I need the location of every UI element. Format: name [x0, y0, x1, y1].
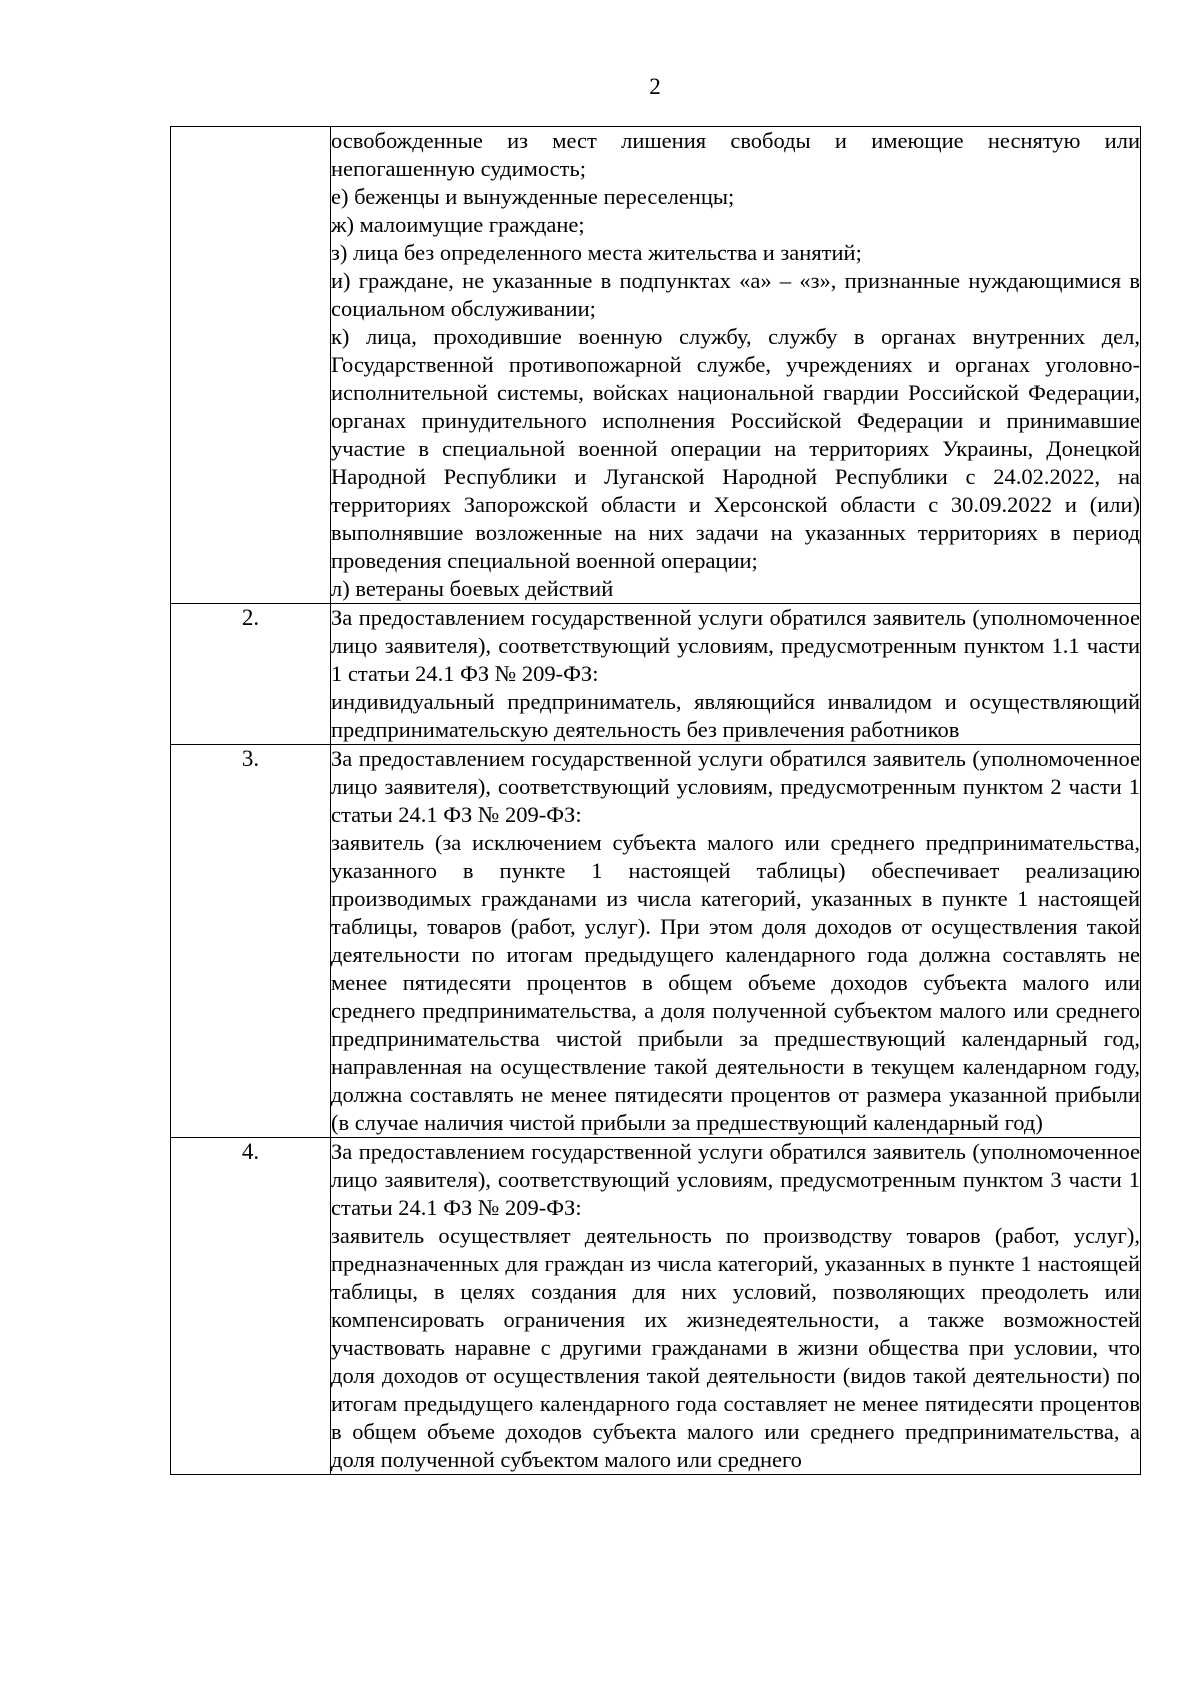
- paragraph: За предоставлением государственной услуги обратился заявитель (уполномоченное лицо заявителя), соответствующий условиям, предусмотренным пунктом 2 части 1 статьи 24.1 ФЗ № 209-ФЗ:: [331, 746, 1140, 827]
- paragraph: заявитель (за исключением субъекта малого или среднего предпринимательства, указанного в пункте 1 настоящей таблицы) обеспечивает реализацию производимых гражданами из числа категорий, указанных в пункте 1 настоящей таблицы, товаров (работ, услуг). При этом доля доходов от осуществления такой деятельности по итогам предыдущего календарного года должна составлять не менее пятидесяти процентов в общем объеме доходов субъекта малого или среднего предпринимательства, а доля полученной субъектом малого или среднего предпринимательства чистой прибыли за предшествующий календарный год, направленная на осуществление такой деятельности в текущем календарном году, должна составлять не менее пятидесяти процентов от размера указанной прибыли (в случае наличия чистой прибыли за предшествующий календарный год): [331, 830, 1140, 1135]
- paragraph: освобожденные из мест лишения свободы и имеющие неснятую или непогашенную судимость;: [331, 128, 1140, 181]
- paragraph: индивидуальный предприниматель, являющийся инвалидом и осуществляющий предпринимательскую деятельность без привлечения работников: [331, 689, 1140, 742]
- page-number: 2: [649, 74, 661, 99]
- row-text: [331, 1138, 1141, 1475]
- row-number: 2.: [171, 604, 331, 745]
- paragraph: За предоставлением государственной услуги обратился заявитель (уполномоченное лицо заявителя), соответствующий условиям, предусмотренным пунктом 1.1 части 1 статьи 24.1 ФЗ № 209-ФЗ:: [331, 605, 1140, 686]
- paragraph: з) лица без определенного места жительства и занятий;: [331, 240, 862, 265]
- table-row: [171, 1138, 1141, 1475]
- row-number: 3.: [171, 745, 331, 1138]
- paragraph: л) ветераны боевых действий: [331, 576, 614, 601]
- paragraph: е) беженцы и вынужденные переселенцы;: [331, 184, 735, 209]
- table-row: [171, 127, 1141, 604]
- row-text: [331, 745, 1141, 1138]
- criteria-table: [170, 126, 1141, 1475]
- paragraph: к) лица, проходившие военную службу, службу в органах внутренних дел, Государственной противопожарной службе, учреждениях и органах уголовно-исполнительной системы, войсках национальной гвардии Российской Федерации, органах принудительного исполнения Российской Федерации и принимавшие участие в специальной военной операции на территориях Украины, Донецкой Народной Республики и Луганской Народной Республики с 24.02.2022, на территориях Запорожской области и Херсонской области с 30.09.2022 и (или) выполнявшие возложенные на них задачи на указанных территориях в период проведения специальной военной операции;: [331, 324, 1140, 573]
- row-text: [331, 127, 1141, 604]
- row-number: [171, 127, 331, 604]
- paragraph: За предоставлением государственной услуги обратился заявитель (уполномоченное лицо заявителя), соответствующий условиям, предусмотренным пунктом 3 части 1 статьи 24.1 ФЗ № 209-ФЗ:: [331, 1139, 1140, 1220]
- paragraph: заявитель осуществляет деятельность по производству товаров (работ, услуг), предназначенных для граждан из числа категорий, указанных в пункте 1 настоящей таблицы, в целях создания для них условий, позволяющих преодолеть или компенсировать ограничения их жизнедеятельности, а также возможностей участвовать наравне с другими гражданами в жизни общества при условии, что доля доходов от осуществления такой деятельности (видов такой деятельности) по итогам предыдущего календарного года составляет не менее пятидесяти процентов в общем объеме доходов субъекта малого или среднего предпринимательства, а доля полученной субъектом малого или среднего: [331, 1223, 1140, 1472]
- row-number: 4.: [171, 1138, 331, 1475]
- table-row: [171, 745, 1141, 1138]
- paragraph: ж) малоимущие граждане;: [331, 212, 585, 237]
- table-row: [171, 604, 1141, 745]
- paragraph: и) граждане, не указанные в подпунктах «а» – «з», признанные нуждающимися в социальном обслуживании;: [331, 268, 1140, 321]
- row-text: [331, 604, 1141, 745]
